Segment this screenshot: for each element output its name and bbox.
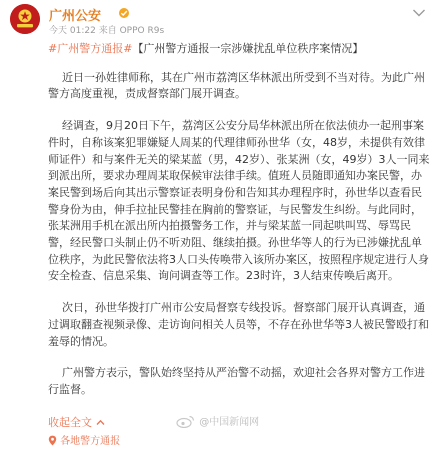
post-meta xyxy=(49,23,164,36)
police-badge-icon xyxy=(10,4,40,34)
watermark xyxy=(176,413,259,428)
source-prefix: 来自 xyxy=(98,26,117,36)
post-title xyxy=(48,41,432,58)
post-timestamp: 今天 01:22 xyxy=(49,26,96,36)
avatar[interactable] xyxy=(10,4,40,34)
source-label: 各地警方通报 xyxy=(60,436,121,447)
device-name: OPPO R9s xyxy=(119,26,165,36)
paragraph: 广州警方表示，警队始终坚持从严治警不动摇，欢迎社会各界对警方工作进行监督。 xyxy=(48,366,425,396)
paragraph: 经调查，9月20日下午，荔湾区公安分局华林派出所在依法侦办一起刑事案件时，自称该案犯罪嫌疑人周某的代理律师孙世华（女，48岁，未提供有效律师证件）和与案件无关的梁某蓝（男，42岁）、张某洲（女，49岁）3人一同来到派出所，要求办理周某取保候审法律手续。值班人员随即通知办案民警，办案民警到场后向其出示警察证表明身份和告知其办理程序时，孙世华以查看民警身份为由，伸手拉扯民警挂在胸前的警察证，与民警发生纠纷。与此同时，张某洲用手机在派出所内拍摄警务工作，并与梁某蓝一同起哄叫骂、辱骂民警，经民警口头制止仍不听劝阻、继续拍摄。孙世华等人的行为已涉嫌扰乱单位秩序，为此民警依法将3人口头传唤带入该所办案区，按照程序规定进行人身安全检查、信息采集、询问调查等工作。23时许，3人结束传唤后离开。 xyxy=(48,119,430,283)
chevron-up-icon xyxy=(96,419,105,426)
paragraph: 次日，孙世华拨打广州市公安局督察专线投诉。督察部门展开认真调查，通过调取翻查视频录像、走访询问相关人员等，不存在孙世华等3人被民警殴打和羞辱的情况。 xyxy=(48,301,429,348)
weibo-logo-icon xyxy=(176,414,196,428)
post-header xyxy=(0,0,440,40)
author-name[interactable]: 广州公安 xyxy=(49,9,102,24)
headline: 【广州警方通报一宗涉嫌扰乱单位秩序案情况】 xyxy=(132,42,364,55)
paragraph: 近日一孙姓律师称，其在广州市荔湾区华林派出所受到不当对待。为此广州警方高度重视，责成督察部门展开调查。 xyxy=(48,70,425,101)
location-pin-icon xyxy=(48,435,57,446)
topic-link[interactable]: #广州警方通报# xyxy=(48,42,133,55)
post-body xyxy=(48,41,432,399)
watermark-text: @中国新闻网 xyxy=(199,417,260,428)
collapse-button[interactable] xyxy=(48,414,105,430)
collapse-label: 收起全文 xyxy=(48,416,92,429)
chevron-down-icon[interactable] xyxy=(412,8,426,18)
verified-badge-icon xyxy=(119,8,129,18)
source-link[interactable] xyxy=(48,432,120,447)
